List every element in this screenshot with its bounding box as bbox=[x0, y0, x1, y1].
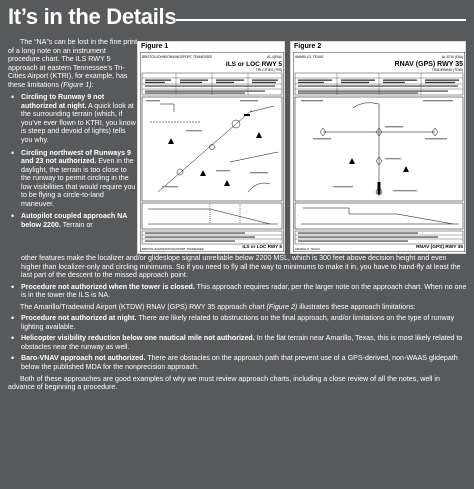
fig2-bottom-title: RNAV (GPS) RWY 35 bbox=[416, 245, 463, 250]
bullet-3-continuation: other features make the localizer and/or glideslope signal unreliable below 2200 MSL, which is 300 feet above decision height and even higher than localizer-only and circling minimums. So if you need to fly all the way to minimums to make it in, you have to hand-fly at least the last part of the descent to the missed approach point. bbox=[21, 254, 461, 280]
list-item bbox=[8, 314, 468, 331]
bullet-text: There are likely related to obstructions on the final approach, and/or limitations on the type of runway lighting available. bbox=[21, 314, 455, 331]
bullet-bold: Procedure not authorized at night. bbox=[21, 314, 137, 323]
fig1-bottom-title: ILS or LOC RWY 5 bbox=[242, 244, 282, 249]
closing-paragraph: Both of these approaches are good examples of why we must review approach charts, including a close review of all the notes, well in advance of beginning a procedure. bbox=[8, 374, 440, 392]
bullet-bold: Procedure not authorized when the tower is closed. bbox=[21, 282, 195, 291]
list-item bbox=[8, 334, 468, 351]
bullet-text: In the flat terrain near Amarillo, Texas, this is most likely related to obstacles near the runway as well. bbox=[21, 334, 463, 351]
bullet-bold: Circling to Runway 9 not authorized at night. bbox=[21, 93, 105, 110]
figure-1 bbox=[137, 41, 285, 254]
title-rule bbox=[176, 19, 466, 21]
fig1-airport: TRI-CITIES (TRI) bbox=[255, 68, 282, 72]
fig1-header-left: BRISTOL/JOHNSON/KINGSPORT, TENNESSEE bbox=[142, 55, 213, 59]
intro-paragraph bbox=[8, 38, 138, 89]
list-item bbox=[8, 93, 138, 144]
para-2-text: The Amarillo/Tradewind Airport (KTDW) RNAV (GPS) RWY 35 approach chart bbox=[20, 302, 265, 311]
fig2-header-right: AL-6716 (FAA) bbox=[441, 55, 463, 59]
figure-2-approach-chart bbox=[293, 52, 465, 252]
full-width-text bbox=[8, 254, 468, 395]
figure-1-label: Figure 1 bbox=[141, 43, 169, 50]
fig1-header-right: AL-4(FAA) bbox=[267, 55, 282, 59]
fig2-airport: TRADEWIND (TDW) bbox=[431, 68, 463, 72]
list-item bbox=[8, 283, 468, 300]
bullet-bold: Autopilot coupled approach NA below 2200. bbox=[21, 212, 128, 229]
intro-text: The “NA”s can be lost in the fine print of a long note on an instrument procedure chart. The ILS RWY 5 approach at eastern Tennessee’s Tri-Cities Airport (KTRI), for example, has these limitations bbox=[8, 38, 138, 89]
bullet-text: This approach requires radar, per the larger note on the approach chart. When no one is in the tower the ILS is NA. bbox=[21, 282, 467, 300]
figure-2 bbox=[290, 41, 466, 254]
bullet-bold: Circling northwest of Runways 9 and 23 not authorized. bbox=[21, 148, 131, 166]
article-title: It’s in the Details bbox=[8, 4, 177, 29]
bullet-bold: Helicopter visibility reduction below one nautical mile not authorized. bbox=[21, 334, 255, 343]
fig2-footer-left: AMARILLO, TEXAS bbox=[295, 247, 320, 251]
list-item bbox=[8, 212, 138, 229]
bullet-text: There are obstacles on the approach path that prevent use of a GPS-derived, non-WAAS glidepath below the published MDA for the nonprecision approach. bbox=[21, 354, 458, 372]
bullet-bold: Baro-VNAV approach not authorized. bbox=[21, 354, 146, 363]
fig2-header-left: AMARILLO, TEXAS bbox=[295, 55, 324, 59]
intro-figure-ref: (Figure 1): bbox=[60, 80, 94, 89]
figure-1-approach-chart bbox=[140, 52, 284, 252]
para-2 bbox=[8, 303, 468, 312]
figure-2-label: Figure 2 bbox=[294, 43, 322, 50]
fig1-footer-left: BRISTOL/JOHNSON/KINGSPORT, TENNESSEE bbox=[142, 247, 204, 251]
fig2-chart-title: RNAV (GPS) RWY 35 bbox=[394, 61, 463, 68]
bullet-text: Even in the daylight, the terrain is too close to the runway to permit circling in the low visibilities that would require you to be flying a circle-to-land maneuver. bbox=[21, 157, 136, 208]
fig1-chart-title: ILS or LOC RWY 5 bbox=[225, 61, 282, 68]
bullet-text: Terrain or bbox=[60, 220, 93, 229]
list-item bbox=[8, 149, 138, 209]
left-bullet-list bbox=[8, 93, 138, 229]
para-2-tail: illustrates these approach limitations: bbox=[297, 302, 416, 311]
list-item bbox=[8, 354, 468, 371]
para-2-figure-ref: (Figure 2) bbox=[266, 302, 298, 311]
left-column bbox=[8, 38, 138, 229]
bullet-text: A quick look at the surrounding terrain (which, if you’ve ever flown to KTRI, you know is steep and devoid of lights) tells you why. bbox=[21, 101, 136, 145]
